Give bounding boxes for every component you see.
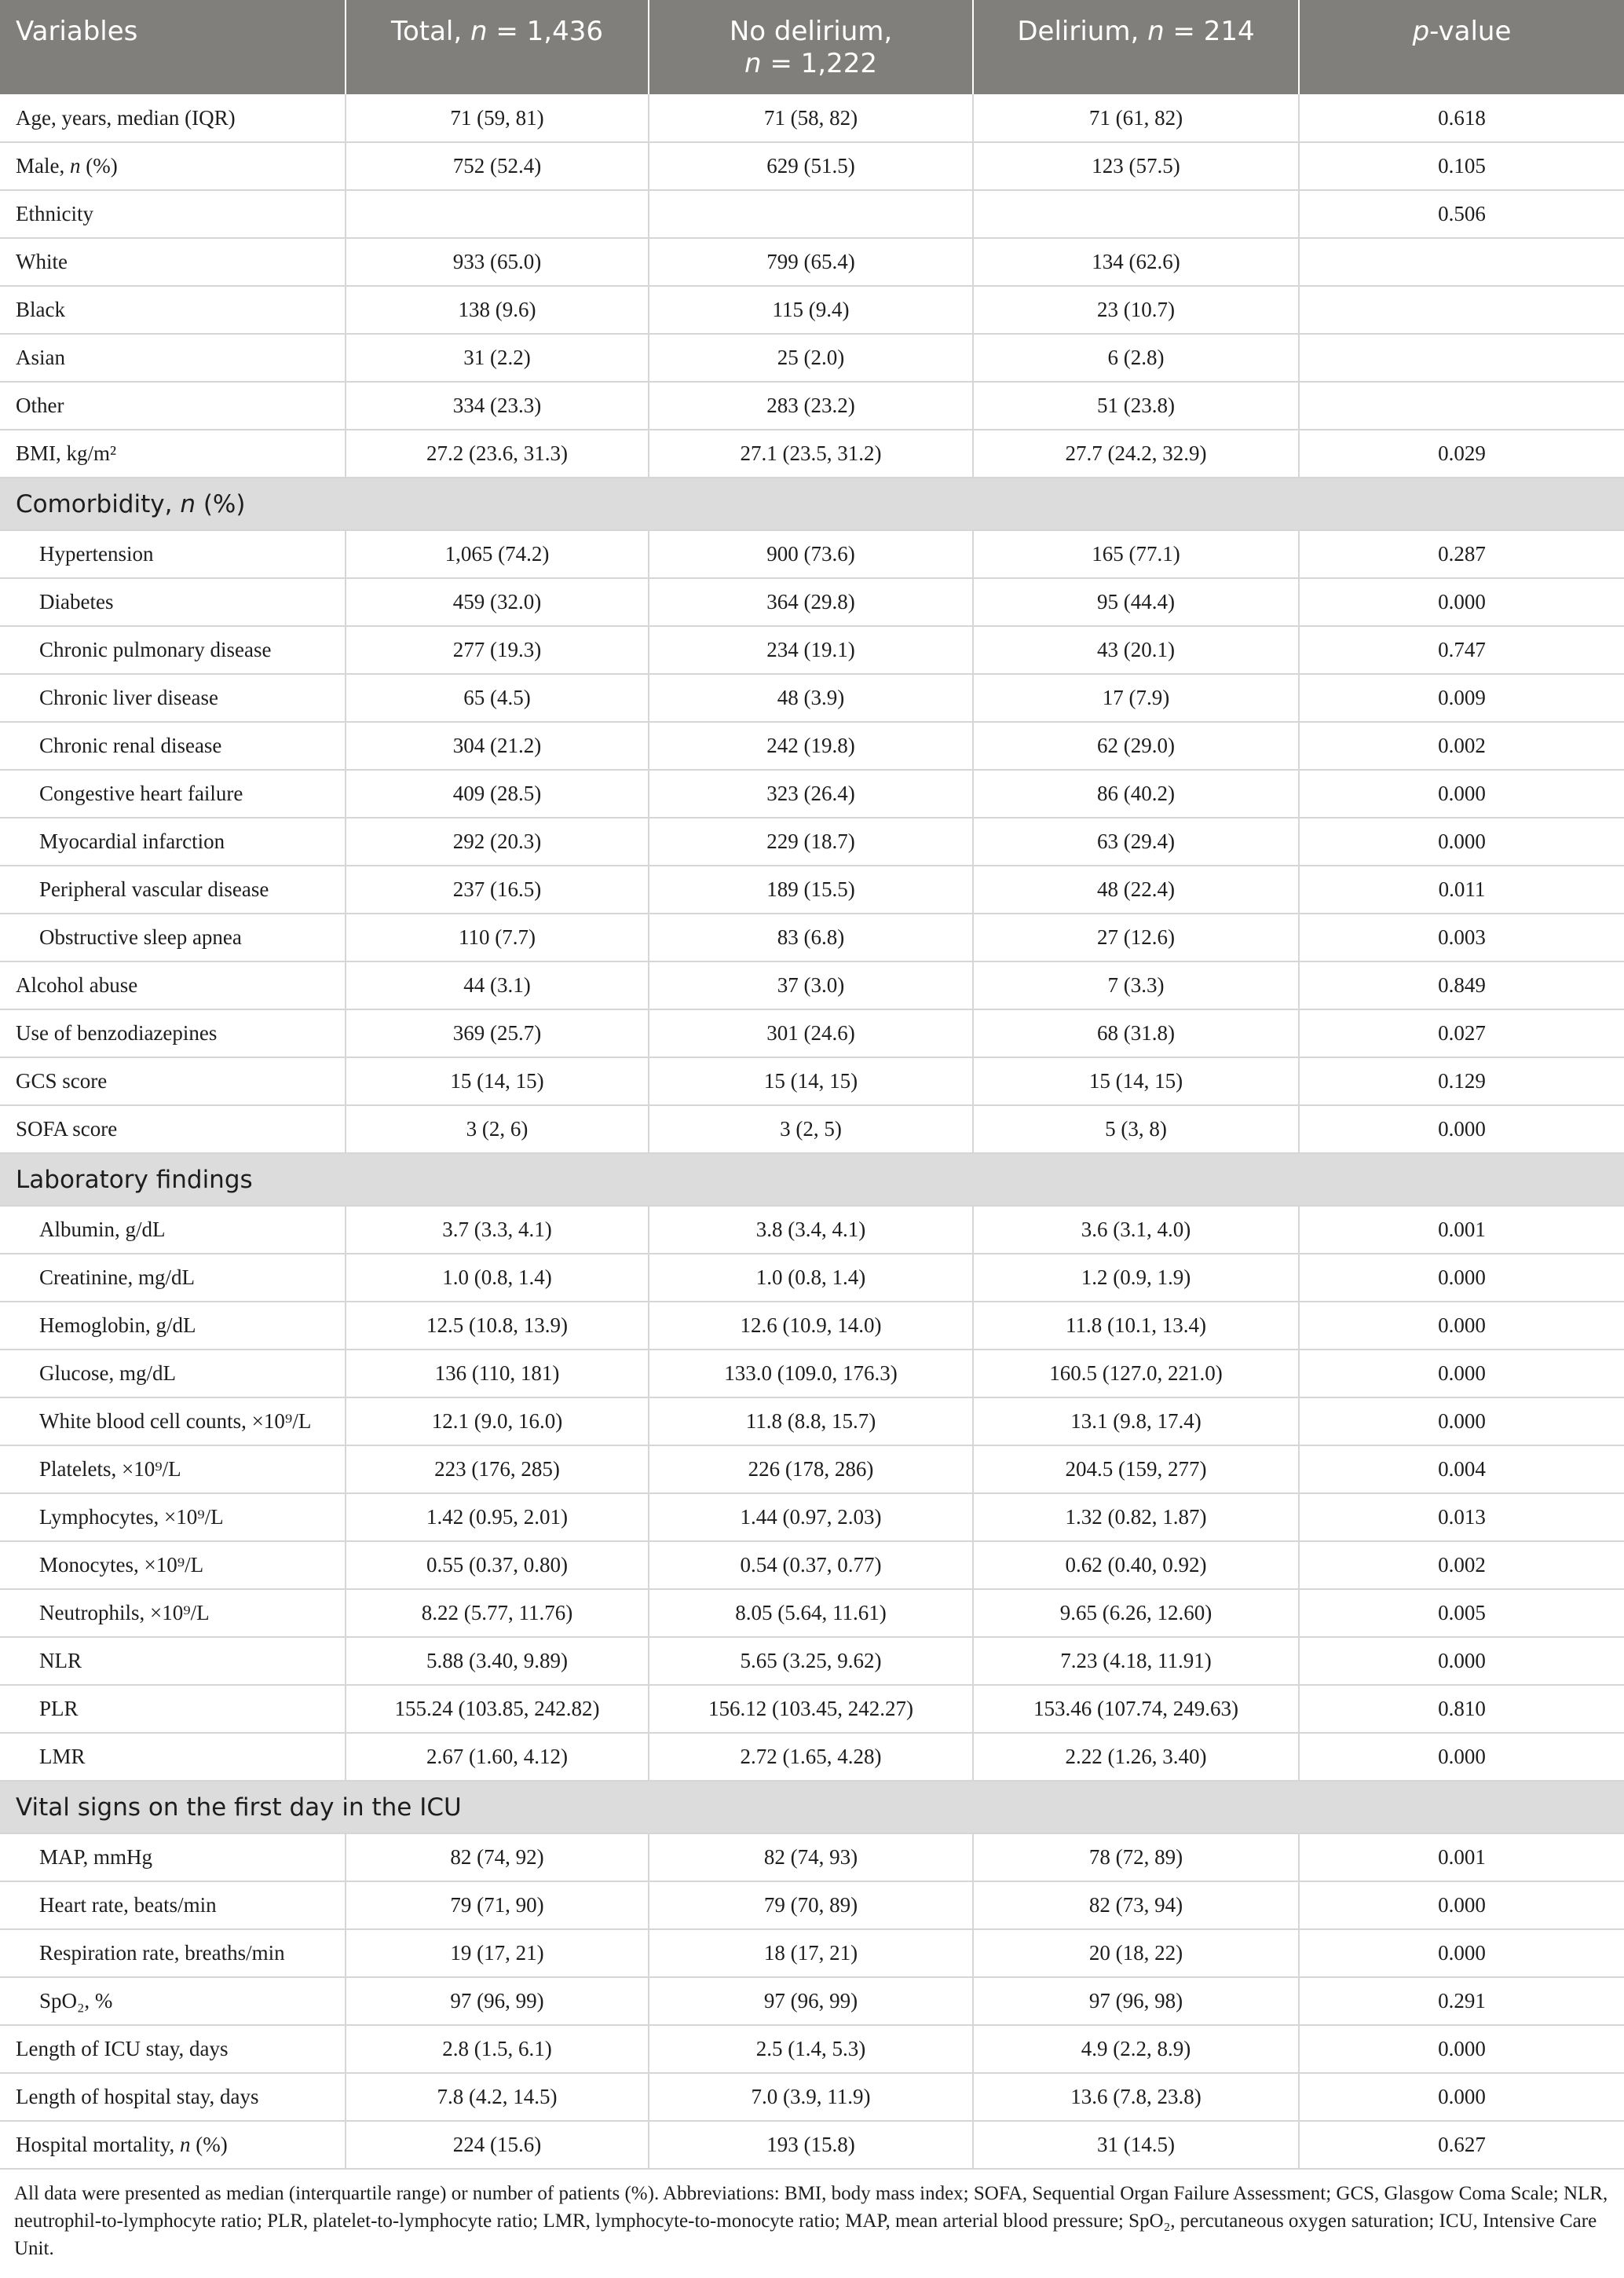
table-row (0, 1637, 1624, 1685)
table-row (0, 818, 1624, 866)
total-cell: 304 (21.2) (346, 722, 649, 770)
delirium-cell: 204.5 (159, 277) (973, 1445, 1299, 1493)
variable-cell: GCS score (0, 1057, 346, 1105)
no-delirium-cell: 18 (17, 21) (649, 1929, 973, 1977)
delirium-cell: 13.6 (7.8, 23.8) (973, 2073, 1299, 2121)
total-cell: 369 (25.7) (346, 1009, 649, 1057)
total-cell: 136 (110, 181) (346, 1350, 649, 1397)
variable-cell: Chronic liver disease (0, 674, 346, 722)
total-cell: 5.88 (3.40, 9.89) (346, 1637, 649, 1685)
delirium-cell: 1.2 (0.9, 1.9) (973, 1254, 1299, 1302)
p-value-cell: 0.129 (1299, 1057, 1624, 1105)
total-cell: 79 (71, 90) (346, 1881, 649, 1929)
total-cell: 3 (2, 6) (346, 1105, 649, 1153)
table-row (0, 2121, 1624, 2169)
delirium-cell: 20 (18, 22) (973, 1929, 1299, 1977)
no-delirium-cell: 629 (51.5) (649, 142, 973, 190)
total-cell: 459 (32.0) (346, 578, 649, 626)
table-row (0, 2073, 1624, 2121)
no-delirium-cell: 3 (2, 5) (649, 1105, 973, 1153)
delirium-cell: 27.7 (24.2, 32.9) (973, 430, 1299, 478)
variable-cell: White blood cell counts, ×10⁹/L (0, 1397, 346, 1445)
total-cell: 752 (52.4) (346, 142, 649, 190)
delirium-cell: 95 (44.4) (973, 578, 1299, 626)
total-cell: 71 (59, 81) (346, 94, 649, 142)
no-delirium-cell: 27.1 (23.5, 31.2) (649, 430, 973, 478)
p-value-cell: 0.618 (1299, 94, 1624, 142)
table-row (0, 1057, 1624, 1105)
table-row (0, 1397, 1624, 1445)
table-body (0, 94, 1624, 2169)
p-value-cell: 0.005 (1299, 1589, 1624, 1637)
total-cell (346, 190, 649, 238)
total-cell: 1.42 (0.95, 2.01) (346, 1493, 649, 1541)
total-cell: 12.5 (10.8, 13.9) (346, 1302, 649, 1350)
variable-cell: Length of ICU stay, days (0, 2025, 346, 2073)
no-delirium-cell: 82 (74, 93) (649, 1833, 973, 1881)
p-value-cell: 0.003 (1299, 914, 1624, 961)
no-delirium-cell: 83 (6.8) (649, 914, 973, 961)
no-delirium-cell: 193 (15.8) (649, 2121, 973, 2169)
p-value-cell: 0.000 (1299, 1350, 1624, 1397)
variable-cell: Albumin, g/dL (0, 1206, 346, 1254)
table-row (0, 94, 1624, 142)
variable-cell: Monocytes, ×10⁹/L (0, 1541, 346, 1589)
header-row (0, 0, 1624, 94)
table-footnote: All data were presented as median (interquartile range) or number of patients (%). Abbreviations: BMI, body mass index; SOFA, Sequential Organ Failure Assessment; GCS, Glasgow Coma Scale; NLR, neutrophil-to-lymphocyte ratio; PLR, platelet-to-lymphocyte ratio; LMR, lymphocyte-to-monocyte ratio; MAP, mean arterial blood pressure; SpO₂, percutaneous oxygen saturation; ICU, Intensive Care Unit. (14, 2183, 1608, 2259)
no-delirium-cell: 8.05 (5.64, 11.61) (649, 1589, 973, 1637)
no-delirium-cell: 323 (26.4) (649, 770, 973, 818)
variable-cell: Hospital mortality, n (%) (0, 2121, 346, 2169)
no-delirium-cell: 1.44 (0.97, 2.03) (649, 1493, 973, 1541)
no-delirium-cell: 37 (3.0) (649, 961, 973, 1009)
p-value-cell: 0.000 (1299, 1733, 1624, 1781)
table-row (0, 190, 1624, 238)
table-row (0, 530, 1624, 578)
delirium-cell: 82 (73, 94) (973, 1881, 1299, 1929)
no-delirium-cell: 79 (70, 89) (649, 1881, 973, 1929)
total-cell: 1,065 (74.2) (346, 530, 649, 578)
no-delirium-cell: 364 (29.8) (649, 578, 973, 626)
section-header: Comorbidity, n (%) (0, 478, 1624, 530)
delirium-cell: 6 (2.8) (973, 334, 1299, 382)
table-row (0, 1929, 1624, 1977)
variable-cell: Alcohol abuse (0, 961, 346, 1009)
delirium-cell (973, 190, 1299, 238)
delirium-cell: 134 (62.6) (973, 238, 1299, 286)
p-value-cell: 0.000 (1299, 1254, 1624, 1302)
variable-cell: Chronic renal disease (0, 722, 346, 770)
total-cell: 7.8 (4.2, 14.5) (346, 2073, 649, 2121)
variable-cell: PLR (0, 1685, 346, 1733)
table-row (0, 1733, 1624, 1781)
variable-cell: SpO₂, % (0, 1977, 346, 2025)
no-delirium-cell: 229 (18.7) (649, 818, 973, 866)
delirium-cell: 160.5 (127.0, 221.0) (973, 1350, 1299, 1397)
p-value-cell (1299, 334, 1624, 382)
variable-cell: Neutrophils, ×10⁹/L (0, 1589, 346, 1637)
no-delirium-cell: 7.0 (3.9, 11.9) (649, 2073, 973, 2121)
variable-cell: BMI, kg/m² (0, 430, 346, 478)
total-cell: 223 (176, 285) (346, 1445, 649, 1493)
table-row (0, 1302, 1624, 1350)
variable-cell: Diabetes (0, 578, 346, 626)
no-delirium-cell: 71 (58, 82) (649, 94, 973, 142)
variable-cell: Creatinine, mg/dL (0, 1254, 346, 1302)
p-value-cell: 0.001 (1299, 1206, 1624, 1254)
p-value-cell: 0.000 (1299, 1105, 1624, 1153)
no-delirium-cell: 5.65 (3.25, 9.62) (649, 1637, 973, 1685)
total-cell: 2.67 (1.60, 4.12) (346, 1733, 649, 1781)
delirium-cell: 5 (3, 8) (973, 1105, 1299, 1153)
header-delirium: Delirium, n = 214 (973, 0, 1299, 94)
delirium-cell: 86 (40.2) (973, 770, 1299, 818)
p-value-cell: 0.000 (1299, 578, 1624, 626)
header-variables: Variables (0, 0, 346, 94)
variable-cell: LMR (0, 1733, 346, 1781)
table-row (0, 430, 1624, 478)
variable-cell: Asian (0, 334, 346, 382)
table-row (0, 1881, 1624, 1929)
variable-cell: Congestive heart failure (0, 770, 346, 818)
p-value-cell: 0.105 (1299, 142, 1624, 190)
total-cell: 8.22 (5.77, 11.76) (346, 1589, 649, 1637)
no-delirium-cell: 15 (14, 15) (649, 1057, 973, 1105)
variable-cell: Male, n (%) (0, 142, 346, 190)
table-row (0, 1254, 1624, 1302)
no-delirium-cell: 242 (19.8) (649, 722, 973, 770)
total-cell: 12.1 (9.0, 16.0) (346, 1397, 649, 1445)
table-row (0, 1493, 1624, 1541)
p-value-cell: 0.011 (1299, 866, 1624, 914)
delirium-cell: 13.1 (9.8, 17.4) (973, 1397, 1299, 1445)
delirium-cell: 27 (12.6) (973, 914, 1299, 961)
table-row (0, 286, 1624, 334)
table-row (0, 1685, 1624, 1733)
variable-cell: Hemoglobin, g/dL (0, 1302, 346, 1350)
delirium-cell: 3.6 (3.1, 4.0) (973, 1206, 1299, 1254)
delirium-cell: 43 (20.1) (973, 626, 1299, 674)
p-value-cell: 0.002 (1299, 722, 1624, 770)
no-delirium-cell: 283 (23.2) (649, 382, 973, 430)
delirium-cell: 153.46 (107.74, 249.63) (973, 1685, 1299, 1733)
p-value-cell: 0.027 (1299, 1009, 1624, 1057)
total-cell: 44 (3.1) (346, 961, 649, 1009)
variable-cell: Obstructive sleep apnea (0, 914, 346, 961)
table-row (0, 1009, 1624, 1057)
no-delirium-cell: 0.54 (0.37, 0.77) (649, 1541, 973, 1589)
no-delirium-cell: 226 (178, 286) (649, 1445, 973, 1493)
p-value-cell: 0.002 (1299, 1541, 1624, 1589)
header-no-delirium-line2: n = 1,222 (744, 48, 877, 79)
section-header: Laboratory findings (0, 1153, 1624, 1206)
no-delirium-cell: 25 (2.0) (649, 334, 973, 382)
no-delirium-cell (649, 190, 973, 238)
delirium-cell: 17 (7.9) (973, 674, 1299, 722)
table-row (0, 1350, 1624, 1397)
table-header (0, 0, 1624, 94)
delirium-cell: 7 (3.3) (973, 961, 1299, 1009)
variable-cell: Glucose, mg/dL (0, 1350, 346, 1397)
variable-cell: Ethnicity (0, 190, 346, 238)
delirium-cell: 15 (14, 15) (973, 1057, 1299, 1105)
p-value-cell (1299, 238, 1624, 286)
no-delirium-cell: 189 (15.5) (649, 866, 973, 914)
p-value-cell: 0.013 (1299, 1493, 1624, 1541)
p-value-cell: 0.506 (1299, 190, 1624, 238)
total-cell: 334 (23.3) (346, 382, 649, 430)
p-value-cell: 0.287 (1299, 530, 1624, 578)
table-row (0, 770, 1624, 818)
table-row (0, 674, 1624, 722)
table-row (0, 238, 1624, 286)
no-delirium-cell: 900 (73.6) (649, 530, 973, 578)
no-delirium-cell: 115 (9.4) (649, 286, 973, 334)
total-cell: 110 (7.7) (346, 914, 649, 961)
table-row (0, 334, 1624, 382)
total-cell: 27.2 (23.6, 31.3) (346, 430, 649, 478)
no-delirium-cell: 48 (3.9) (649, 674, 973, 722)
variable-cell: NLR (0, 1637, 346, 1685)
no-delirium-cell: 2.5 (1.4, 5.3) (649, 2025, 973, 2073)
variable-cell: White (0, 238, 346, 286)
table-row (0, 1206, 1624, 1254)
p-value-cell: 0.627 (1299, 2121, 1624, 2169)
variable-cell: Black (0, 286, 346, 334)
table-row (0, 578, 1624, 626)
total-cell: 82 (74, 92) (346, 1833, 649, 1881)
header-pvalue: p-value (1299, 0, 1624, 94)
variable-cell: Use of benzodiazepines (0, 1009, 346, 1057)
variable-cell: Other (0, 382, 346, 430)
no-delirium-cell: 1.0 (0.8, 1.4) (649, 1254, 973, 1302)
p-value-cell (1299, 286, 1624, 334)
variable-cell: Hypertension (0, 530, 346, 578)
total-cell: 237 (16.5) (346, 866, 649, 914)
no-delirium-cell: 3.8 (3.4, 4.1) (649, 1206, 973, 1254)
p-value-cell (1299, 382, 1624, 430)
no-delirium-cell: 2.72 (1.65, 4.28) (649, 1733, 973, 1781)
total-cell: 15 (14, 15) (346, 1057, 649, 1105)
section-header: Vital signs on the first day in the ICU (0, 1781, 1624, 1833)
variable-cell: Chronic pulmonary disease (0, 626, 346, 674)
table-row (0, 142, 1624, 190)
section-header-row (0, 1781, 1624, 1833)
p-value-cell: 0.000 (1299, 818, 1624, 866)
p-value-cell: 0.291 (1299, 1977, 1624, 2025)
total-cell: 138 (9.6) (346, 286, 649, 334)
header-no-delirium-line1: No delirium, (729, 16, 893, 47)
delirium-cell: 123 (57.5) (973, 142, 1299, 190)
delirium-cell: 48 (22.4) (973, 866, 1299, 914)
delirium-cell: 1.32 (0.82, 1.87) (973, 1493, 1299, 1541)
delirium-cell: 68 (31.8) (973, 1009, 1299, 1057)
no-delirium-cell: 799 (65.4) (649, 238, 973, 286)
p-value-cell: 0.747 (1299, 626, 1624, 674)
variable-cell: Heart rate, beats/min (0, 1881, 346, 1929)
p-value-cell: 0.029 (1299, 430, 1624, 478)
delirium-cell: 0.62 (0.40, 0.92) (973, 1541, 1299, 1589)
section-header-row (0, 1153, 1624, 1206)
table-row (0, 866, 1624, 914)
total-cell: 3.7 (3.3, 4.1) (346, 1206, 649, 1254)
delirium-cell: 51 (23.8) (973, 382, 1299, 430)
delirium-cell: 31 (14.5) (973, 2121, 1299, 2169)
delirium-cell: 4.9 (2.2, 8.9) (973, 2025, 1299, 2073)
p-value-cell: 0.000 (1299, 1302, 1624, 1350)
p-value-cell: 0.000 (1299, 1637, 1624, 1685)
total-cell: 409 (28.5) (346, 770, 649, 818)
no-delirium-cell: 156.12 (103.45, 242.27) (649, 1685, 973, 1733)
total-cell: 155.24 (103.85, 242.82) (346, 1685, 649, 1733)
p-value-cell: 0.000 (1299, 1929, 1624, 1977)
delirium-cell: 165 (77.1) (973, 530, 1299, 578)
no-delirium-cell: 97 (96, 99) (649, 1977, 973, 2025)
table-row (0, 961, 1624, 1009)
no-delirium-cell: 301 (24.6) (649, 1009, 973, 1057)
section-header-row (0, 478, 1624, 530)
delirium-cell: 62 (29.0) (973, 722, 1299, 770)
no-delirium-cell: 234 (19.1) (649, 626, 973, 674)
total-cell: 1.0 (0.8, 1.4) (346, 1254, 649, 1302)
no-delirium-cell: 133.0 (109.0, 176.3) (649, 1350, 973, 1397)
variable-cell: Myocardial infarction (0, 818, 346, 866)
p-value-cell: 0.849 (1299, 961, 1624, 1009)
table-row (0, 626, 1624, 674)
delirium-cell: 63 (29.4) (973, 818, 1299, 866)
table-row (0, 1105, 1624, 1153)
p-value-cell: 0.000 (1299, 1881, 1624, 1929)
delirium-cell: 23 (10.7) (973, 286, 1299, 334)
table-row (0, 2025, 1624, 2073)
total-cell: 292 (20.3) (346, 818, 649, 866)
p-value-cell: 0.810 (1299, 1685, 1624, 1733)
header-total: Total, n = 1,436 (346, 0, 649, 94)
total-cell: 224 (15.6) (346, 2121, 649, 2169)
total-cell: 65 (4.5) (346, 674, 649, 722)
no-delirium-cell: 11.8 (8.8, 15.7) (649, 1397, 973, 1445)
delirium-cell: 9.65 (6.26, 12.60) (973, 1589, 1299, 1637)
delirium-cell: 11.8 (10.1, 13.4) (973, 1302, 1299, 1350)
p-value-cell: 0.001 (1299, 1833, 1624, 1881)
delirium-cell: 97 (96, 98) (973, 1977, 1299, 2025)
total-cell: 933 (65.0) (346, 238, 649, 286)
p-value-cell: 0.004 (1299, 1445, 1624, 1493)
table-row (0, 382, 1624, 430)
delirium-cell: 2.22 (1.26, 3.40) (973, 1733, 1299, 1781)
variable-cell: Lymphocytes, ×10⁹/L (0, 1493, 346, 1541)
no-delirium-cell: 12.6 (10.9, 14.0) (649, 1302, 973, 1350)
delirium-cell: 78 (72, 89) (973, 1833, 1299, 1881)
p-value-cell: 0.000 (1299, 770, 1624, 818)
total-cell: 19 (17, 21) (346, 1929, 649, 1977)
variable-cell: Respiration rate, breaths/min (0, 1929, 346, 1977)
delirium-cell: 7.23 (4.18, 11.91) (973, 1637, 1299, 1685)
variable-cell: Peripheral vascular disease (0, 866, 346, 914)
total-cell: 31 (2.2) (346, 334, 649, 382)
header-no-delirium (649, 0, 973, 94)
p-value-cell: 0.000 (1299, 2073, 1624, 2121)
table-row (0, 1541, 1624, 1589)
total-cell: 2.8 (1.5, 6.1) (346, 2025, 649, 2073)
table-row (0, 1977, 1624, 2025)
table-row (0, 914, 1624, 961)
total-cell: 277 (19.3) (346, 626, 649, 674)
total-cell: 97 (96, 99) (346, 1977, 649, 2025)
p-value-cell: 0.000 (1299, 2025, 1624, 2073)
table-row (0, 1589, 1624, 1637)
total-cell: 0.55 (0.37, 0.80) (346, 1541, 649, 1589)
table-row (0, 1833, 1624, 1881)
variable-cell: MAP, mmHg (0, 1833, 346, 1881)
variable-cell: SOFA score (0, 1105, 346, 1153)
table-row (0, 1445, 1624, 1493)
p-value-cell: 0.000 (1299, 1397, 1624, 1445)
delirium-cell: 71 (61, 82) (973, 94, 1299, 142)
variable-cell: Length of hospital stay, days (0, 2073, 346, 2121)
variable-cell: Platelets, ×10⁹/L (0, 1445, 346, 1493)
variable-cell: Age, years, median (IQR) (0, 94, 346, 142)
p-value-cell: 0.009 (1299, 674, 1624, 722)
table-row (0, 722, 1624, 770)
